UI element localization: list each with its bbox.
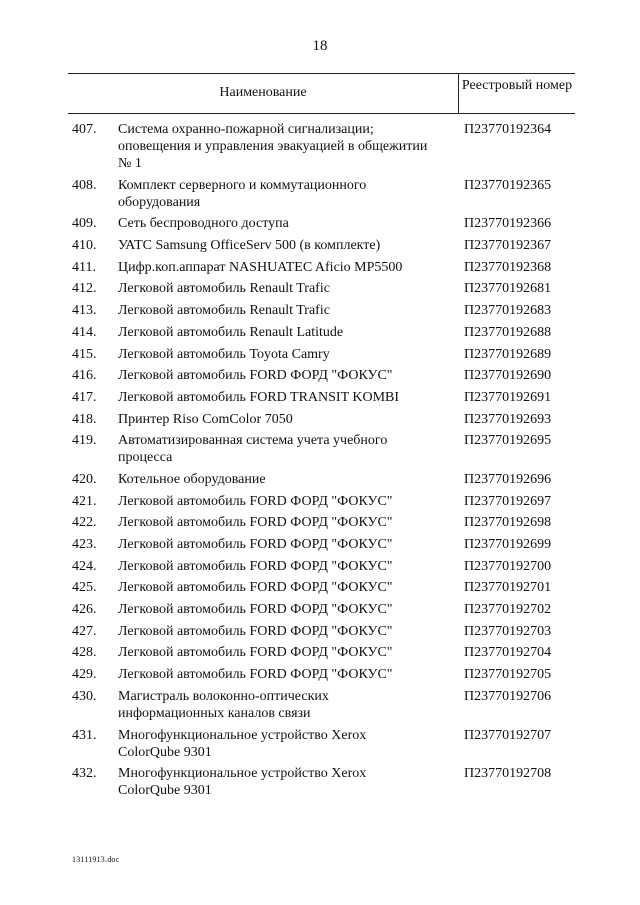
row-registry-number: П23770192707: [464, 727, 552, 743]
row-name: Легковой автомобиль FORD TRANSIT KOMBI: [118, 389, 400, 405]
row-name: Многофункциональное устройство Xerox ColorQube 9301: [118, 727, 367, 760]
table-row: [0, 623, 640, 640]
row-name: Легковой автомобиль Renault Trafic: [118, 281, 330, 297]
row-name: Многофункциональное устройство Xerox ColorQube 9301: [118, 766, 367, 799]
row-name: Автоматизированная система учета учебного процесса: [118, 433, 388, 466]
row-name: Легковой автомобиль FORD ФОРД "ФОКУС": [118, 580, 393, 596]
table-row: [0, 688, 640, 722]
row-registry-number: П23770192697: [464, 493, 552, 509]
row-registry-number: П23770192690: [464, 368, 552, 384]
row-registry-number: П23770192695: [464, 433, 552, 449]
table-row: [0, 121, 640, 172]
table-row: [0, 259, 640, 276]
row-registry-number: П23770192708: [464, 766, 552, 782]
row-registry-number: П23770192368: [464, 259, 552, 275]
row-registry-number: П23770192689: [464, 346, 552, 362]
row-name: Система охранно-пожарной сигнализации; оповещения и управления эвакуацией в общежитии № 1: [118, 122, 428, 171]
row-name: Сеть беспроводного доступа: [118, 216, 289, 232]
table-row: [0, 644, 640, 661]
row-name: Легковой автомобиль Renault Latitude: [118, 324, 344, 340]
row-registry-number: П23770192681: [464, 281, 552, 297]
row-registry-number: П23770192696: [464, 471, 552, 487]
row-number: 431.: [72, 727, 97, 743]
row-name: Легковой автомобиль FORD ФОРД "ФОКУС": [118, 558, 393, 574]
row-number: 414.: [72, 324, 97, 340]
table-row: [0, 514, 640, 531]
table-row: [0, 536, 640, 553]
row-number: 422.: [72, 515, 97, 531]
table-row: [0, 177, 640, 211]
row-number: 432.: [72, 766, 97, 782]
table-row: [0, 346, 640, 363]
row-name: Принтер Riso ComColor 7050: [118, 411, 293, 427]
table-row: [0, 493, 640, 510]
row-registry-number: П23770192705: [464, 667, 552, 683]
table-row: [0, 324, 640, 341]
row-name: Легковой автомобиль FORD ФОРД "ФОКУС": [118, 623, 393, 639]
row-registry-number: П23770192700: [464, 558, 552, 574]
table-row: [0, 727, 640, 761]
row-number: 421.: [72, 493, 97, 509]
row-number: 407.: [72, 122, 97, 137]
row-number: 411.: [72, 259, 96, 275]
row-number: 419.: [72, 433, 97, 449]
row-name: Легковой автомобиль FORD ФОРД "ФОКУС": [118, 368, 393, 384]
row-registry-number: П23770192699: [464, 537, 552, 552]
row-name: Легковой автомобиль FORD ФОРД "ФОКУС": [118, 602, 393, 618]
table-row: [0, 367, 640, 384]
row-number: 416.: [72, 368, 97, 384]
row-registry-number: П23770192693: [464, 411, 552, 427]
column-header-registry: Реестровый номер: [461, 78, 573, 93]
table-row: [0, 389, 640, 406]
row-registry-number: П23770192365: [464, 177, 552, 193]
row-number: 408.: [72, 177, 97, 193]
table-row: [0, 765, 640, 799]
row-registry-number: П23770192701: [464, 580, 552, 596]
row-registry-number: П23770192702: [464, 602, 552, 618]
row-number: 417.: [72, 389, 97, 405]
row-name: Легковой автомобиль FORD ФОРД "ФОКУС": [118, 537, 393, 552]
footer-filename: 13111913.doc: [72, 855, 120, 864]
row-number: 429.: [72, 667, 97, 683]
table-row: [0, 280, 640, 297]
row-registry-number: П23770192704: [464, 645, 552, 661]
table-top-rule: [68, 73, 575, 74]
row-name: Комплект серверного и коммутационного оборудования: [118, 177, 367, 210]
row-number: 418.: [72, 411, 97, 427]
row-number: 423.: [72, 537, 97, 552]
items-table: [0, 121, 640, 804]
row-number: 410.: [72, 238, 97, 254]
row-name: Легковой автомобиль FORD ФОРД "ФОКУС": [118, 645, 393, 661]
row-name: Цифр.коп.аппарат NASHUATEC Aficio MP5500: [118, 259, 403, 275]
row-number: 425.: [72, 580, 97, 596]
row-registry-number: П23770192691: [464, 389, 552, 405]
row-registry-number: П23770192366: [464, 216, 552, 232]
table-row: [0, 411, 640, 428]
row-registry-number: П23770192367: [464, 238, 552, 254]
row-number: 420.: [72, 471, 97, 487]
row-registry-number: П23770192364: [464, 122, 552, 137]
row-name: Магистраль волоконно-оптических информационных каналов связи: [118, 688, 329, 721]
row-number: 430.: [72, 688, 97, 704]
row-number: 426.: [72, 602, 97, 618]
table-row: [0, 237, 640, 254]
table-row: [0, 666, 640, 683]
row-registry-number: П23770192698: [464, 515, 552, 531]
row-name: Легковой автомобиль Renault Trafic: [118, 303, 330, 319]
row-number: 424.: [72, 558, 97, 574]
header-bottom-rule: [68, 113, 575, 114]
row-number: 427.: [72, 623, 97, 639]
row-registry-number: П23770192703: [464, 623, 552, 639]
table-row: [0, 302, 640, 319]
row-name: Котельное оборудование: [118, 471, 266, 487]
row-number: 412.: [72, 281, 97, 297]
row-number: 409.: [72, 216, 97, 232]
row-name: Легковой автомобиль FORD ФОРД "ФОКУС": [118, 515, 393, 531]
row-registry-number: П23770192688: [464, 324, 552, 340]
page-number: 18: [312, 38, 328, 54]
row-number: 413.: [72, 303, 97, 319]
table-row: [0, 601, 640, 618]
table-row: [0, 215, 640, 232]
table-row: [0, 579, 640, 596]
row-name: УАТС Samsung OfficeServ 500 (в комплекте): [118, 238, 381, 254]
row-name: Легковой автомобиль Toyota Camry: [118, 346, 330, 362]
row-name: Легковой автомобиль FORD ФОРД "ФОКУС": [118, 667, 393, 683]
table-row: [0, 432, 640, 466]
column-header-name: Наименование: [219, 85, 307, 100]
row-number: 428.: [72, 645, 97, 661]
row-name: Легковой автомобиль FORD ФОРД "ФОКУС": [118, 493, 393, 509]
row-registry-number: П23770192683: [464, 303, 552, 319]
row-number: 415.: [72, 346, 97, 362]
table-row: [0, 471, 640, 488]
row-registry-number: П23770192706: [464, 688, 552, 704]
table-row: [0, 558, 640, 575]
